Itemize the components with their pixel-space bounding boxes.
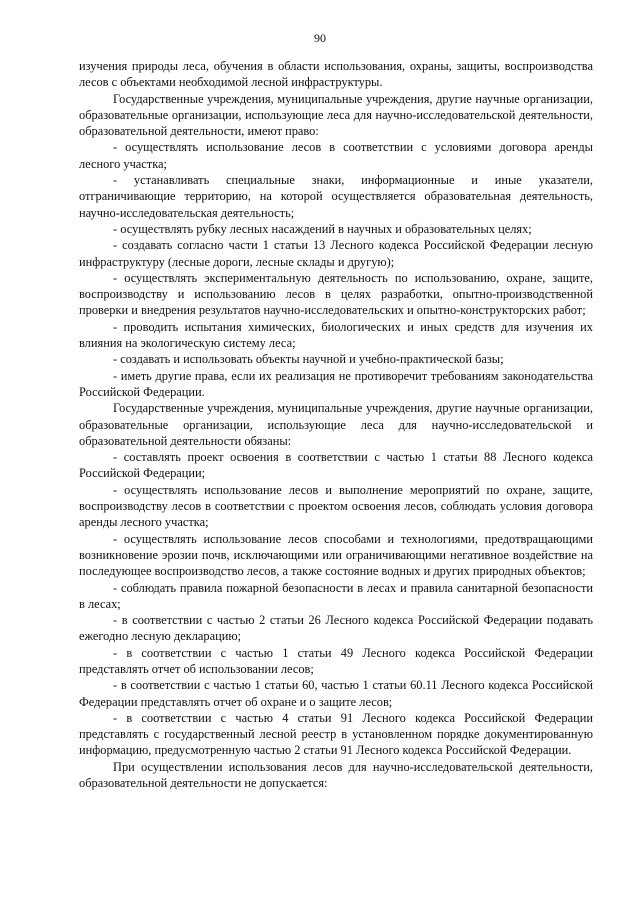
paragraph: изучения природы леса, обучения в области использования, охраны, защиты, воспроизводства лесов с объектами необходимой лесной инфраструктуры. xyxy=(79,59,593,90)
list-item: - осуществлять использование лесов и выполнение мероприятий по охране, защите, воспроизводству лесов в соответствии с проектом освоения лесов, соблюдать условия договора аренды лесного участка; xyxy=(79,482,593,530)
document-body xyxy=(79,58,593,791)
list-item: - соблюдать правила пожарной безопасности в лесах и правила санитарной безопасности в лесах; xyxy=(79,580,593,611)
list-item: - проводить испытания химических, биологических и иных средств для изучения их влияния на экологическую систему леса; xyxy=(79,319,593,351)
page-number: 90 xyxy=(314,31,326,45)
list-item: - в соответствии с частью 2 статьи 26 Лесного кодекса Российской Федерации подавать ежегодно лесную декларацию; xyxy=(79,613,593,644)
list-item: - создавать согласно части 1 статьи 13 Лесного кодекса Российской Федерации лесную инфраструктуру (лесные дороги, лесные склады и другую); xyxy=(79,238,593,269)
list-item: - осуществлять экспериментальную деятельность по использованию, охране, защите, воспроизводству и использованию лесов в целях разработки, опытно-производственной проверки и внедрения результатов научно-исследовательских и опытно-конструкторских работ; xyxy=(79,270,593,318)
list-item: - осуществлять использование лесов способами и технологиями, предотвращающими возникновение эрозии почв, исключающими или ограничивающими негативное воздействие на последующее воспроизводство лесов, а также состояние водных и других природных объектов; xyxy=(79,531,593,579)
list-item: - в соответствии с частью 4 статьи 91 Лесного кодекса Российской Федерации представлять с государственный лесной реестр в установленном порядке документированную информацию, предусмотренную частью 2 статьи 91 Лесного кодекса Российской Федерации. xyxy=(79,710,593,758)
list-item: - осуществлять рубку лесных насаждений в научных и образовательных целях; xyxy=(113,221,532,236)
list-item: - устанавливать специальные знаки, информационные и иные указатели, отграничивающие территорию, на которой осуществляется образовательная деятельность, научно-исследовательская деятельность; xyxy=(79,173,593,220)
list-item: - составлять проект освоения в соответствии с частью 1 статьи 88 Лесного кодекса Российской Федерации; xyxy=(79,450,593,481)
paragraph: При осуществлении использования лесов для научно-исследовательской деятельности, образовательной деятельности не допускается: xyxy=(79,759,593,791)
list-item: - осуществлять использование лесов в соответствии с условиями договора аренды лесного участка; xyxy=(79,140,593,171)
list-item: - в соответствии с частью 1 статьи 60, частью 1 статьи 60.11 Лесного кодекса Российской Федерации представлять отчет об охране и о защите лесов; xyxy=(79,678,593,709)
list-item: - в соответствии с частью 1 статьи 49 Лесного кодекса Российской Федерации представлять отчет об использовании лесов; xyxy=(79,645,593,676)
paragraph: Государственные учреждения, муниципальные учреждения, другие научные организации, образовательные организации, использующие леса для научно-исследовательской деятельности, образовательной деятельности, имеют право: xyxy=(79,91,593,139)
paragraph: Государственные учреждения, муниципальные учреждения, другие научные организации, образовательные организации, использующие леса для научно-исследовательской и образовательной деятельности обязаны: xyxy=(79,401,593,448)
list-item: - иметь другие права, если их реализация не противоречит требованиям законодательства Российской Федерации. xyxy=(79,368,593,399)
list-item: - создавать и использовать объекты научной и учебно-практической базы; xyxy=(113,352,504,367)
